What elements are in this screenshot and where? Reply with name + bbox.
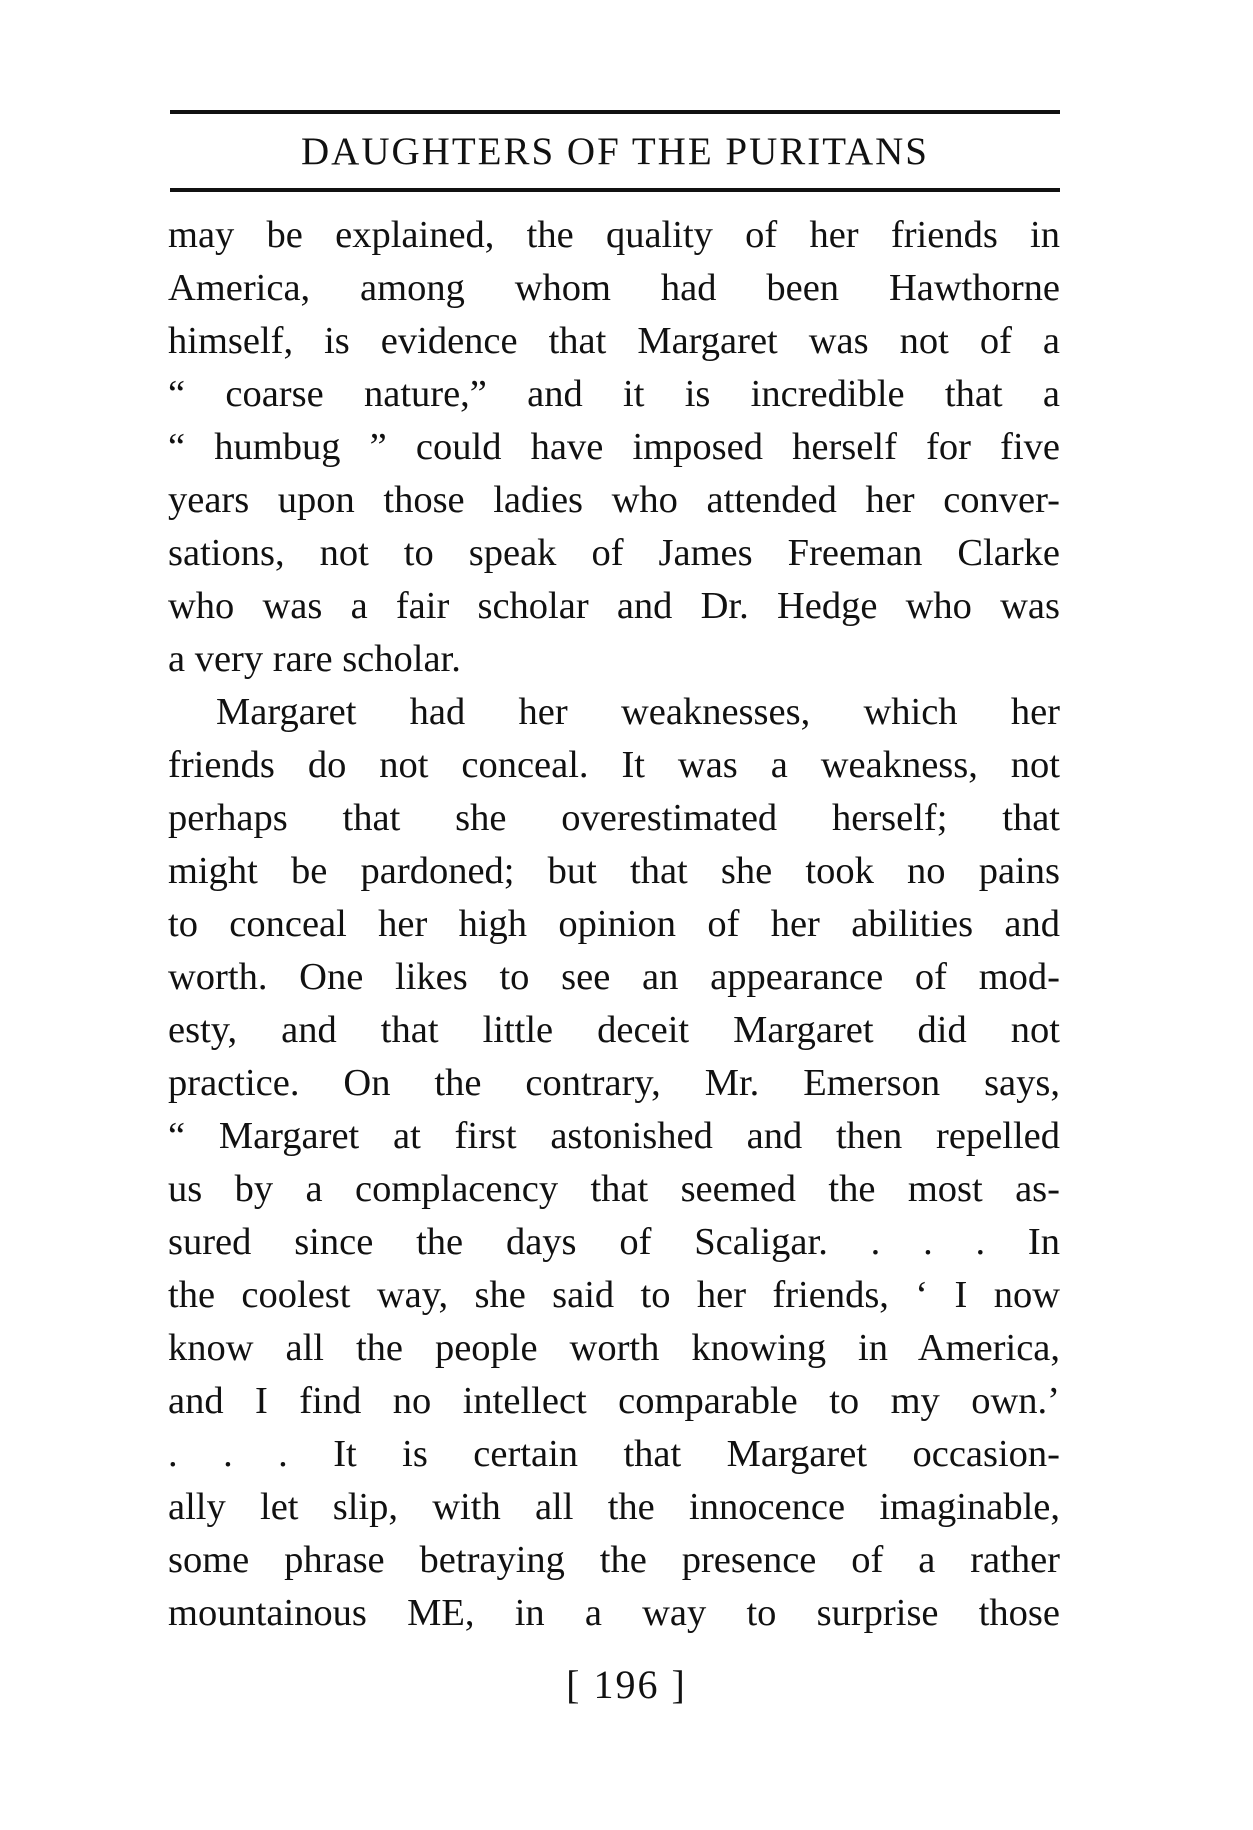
header-rule-bottom xyxy=(170,188,1060,192)
text-line: and I find no intellect comparable to my own.’ xyxy=(168,1380,1060,1422)
page-number: [ 196 ] xyxy=(566,1662,687,1707)
text-line: sations, not to speak of James Freeman Clarke xyxy=(168,532,1060,574)
text-line: “ humbug ” could have imposed herself for five xyxy=(168,426,1060,468)
text-line: sured since the days of Scaligar. . . . In xyxy=(168,1221,1060,1263)
text-line: the coolest way, she said to her friends, ‘ I now xyxy=(168,1274,1060,1316)
text-line: know all the people worth knowing in America, xyxy=(168,1327,1060,1369)
text-line: who was a fair scholar and Dr. Hedge who was xyxy=(168,585,1060,627)
header-rule-top xyxy=(170,110,1060,114)
text-line: might be pardoned; but that she took no pains xyxy=(168,850,1060,892)
text-line: practice. On the contrary, Mr. Emerson says, xyxy=(168,1062,1060,1104)
body-text xyxy=(168,209,1060,1640)
paragraph-end-line: a very rare scholar. xyxy=(168,638,461,680)
text-line: mountainous ME, in a way to surprise those xyxy=(168,1592,1060,1634)
text-line: esty, and that little deceit Margaret did not xyxy=(168,1009,1060,1051)
paragraph-start-line: Margaret had her weaknesses, which her xyxy=(216,691,1060,733)
text-line: to conceal her high opinion of her abilities and xyxy=(168,903,1060,945)
running-head: DAUGHTERS OF THE PURITANS xyxy=(301,130,929,173)
text-line: some phrase betraying the presence of a rather xyxy=(168,1539,1060,1581)
text-line: ally let slip, with all the innocence imaginable, xyxy=(168,1486,1060,1528)
text-line: himself, is evidence that Margaret was not of a xyxy=(168,320,1060,362)
text-line: perhaps that she overestimated herself; that xyxy=(168,797,1060,839)
text-line: America, among whom had been Hawthorne xyxy=(168,267,1060,309)
text-line: us by a complacency that seemed the most as- xyxy=(168,1168,1060,1210)
text-line: years upon those ladies who attended her conver- xyxy=(168,479,1060,521)
text-line: worth. One likes to see an appearance of mod- xyxy=(168,956,1060,998)
text-line: friends do not conceal. It was a weakness, not xyxy=(168,744,1060,786)
text-line: may be explained, the quality of her friends in xyxy=(168,214,1060,256)
text-line: “ coarse nature,” and it is incredible that a xyxy=(168,373,1060,415)
text-line: “ Margaret at first astonished and then repelled xyxy=(168,1115,1060,1157)
text-line: . . . It is certain that Margaret occasion- xyxy=(168,1433,1060,1475)
